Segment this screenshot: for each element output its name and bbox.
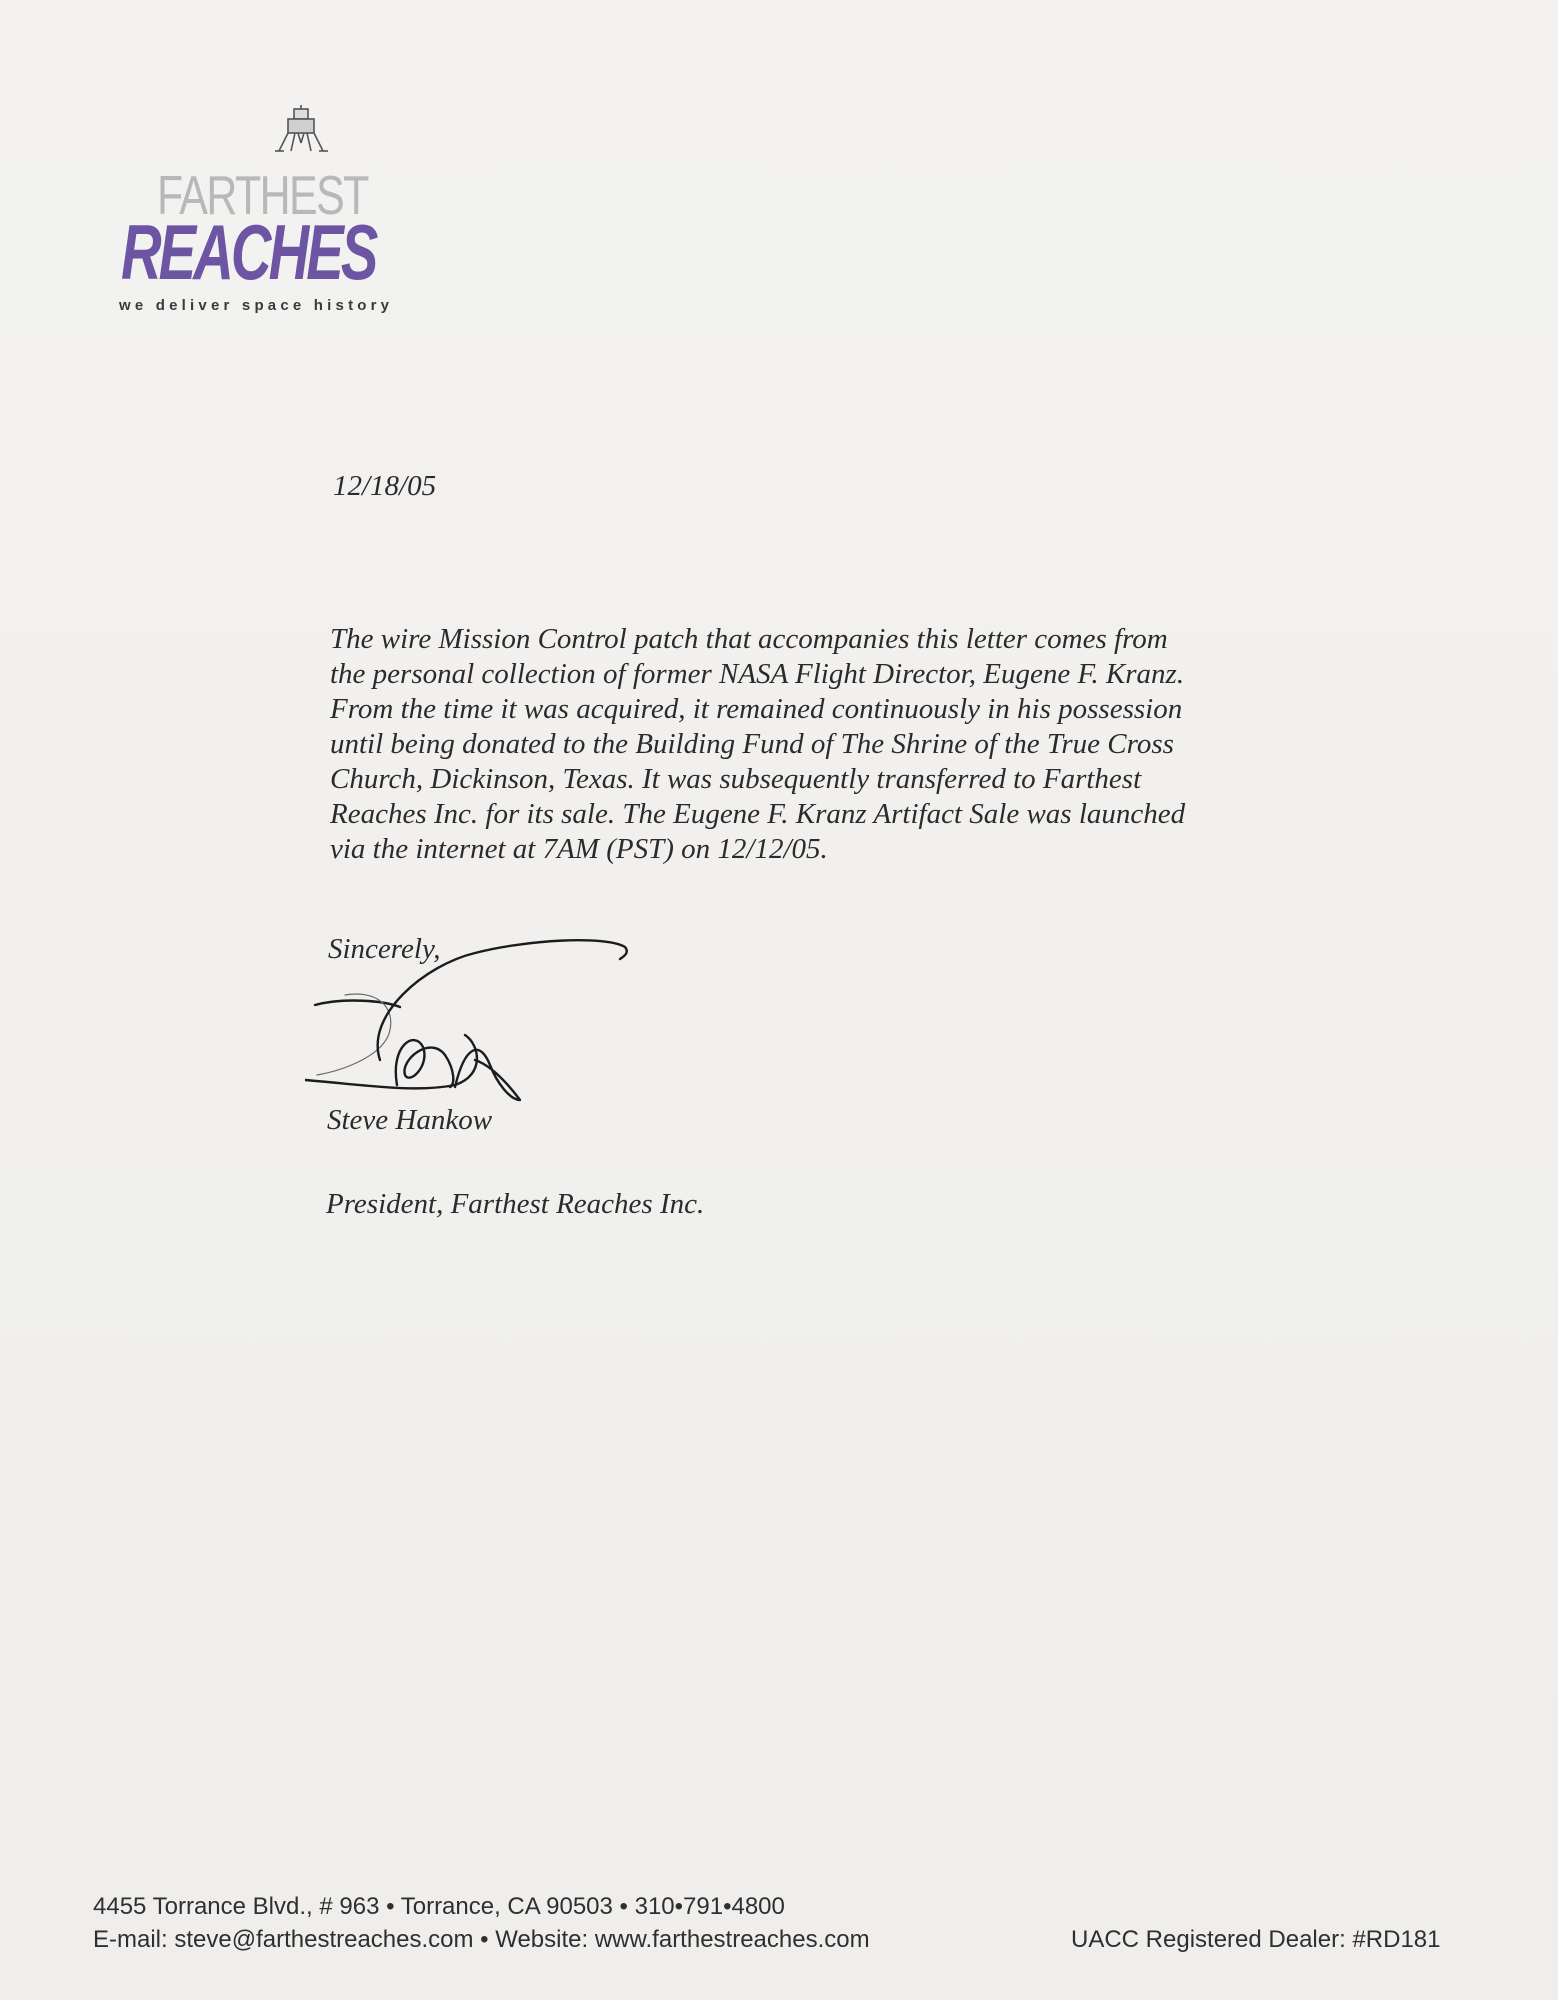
closing: Sincerely, (328, 933, 441, 965)
body-line: The wire Mission Control patch that accompanies this letter comes from (330, 623, 1168, 655)
footer-dealer-id: UACC Registered Dealer: #RD181 (1071, 1926, 1441, 1953)
logo-text-reaches: REACHES (121, 208, 376, 296)
lunar-module-icon (275, 105, 329, 167)
footer-contact: E-mail: steve@farthestreaches.com • Website: www.farthestreaches.com (93, 1926, 870, 1953)
signer-name: Steve Hankow (327, 1104, 493, 1136)
footer-address: 4455 Torrance Blvd., # 963 • Torrance, CA 90503 • 310•791•4800 (93, 1893, 785, 1920)
logo-text-farthest: FARTHEST (157, 164, 368, 226)
body-line: via the internet at 7AM (PST) on 12/12/05. (330, 833, 828, 865)
handwritten-signature (305, 935, 635, 1115)
logo-tagline: we deliver space history (119, 297, 394, 314)
company-logo (115, 105, 395, 325)
signer-title: President, Farthest Reaches Inc. (326, 1188, 705, 1220)
body-line: Reaches Inc. for its sale. The Eugene F. Kranz Artifact Sale was launched (330, 798, 1186, 830)
body-line: Church, Dickinson, Texas. It was subsequently transferred to Farthest (330, 763, 1142, 795)
body-line: the personal collection of former NASA Flight Director, Eugene F. Kranz. (330, 658, 1185, 690)
letter-date: 12/18/05 (333, 470, 437, 502)
body-line: From the time it was acquired, it remained continuously in his possession (330, 693, 1183, 725)
body-line: until being donated to the Building Fund of The Shrine of the True Cross (330, 728, 1174, 760)
